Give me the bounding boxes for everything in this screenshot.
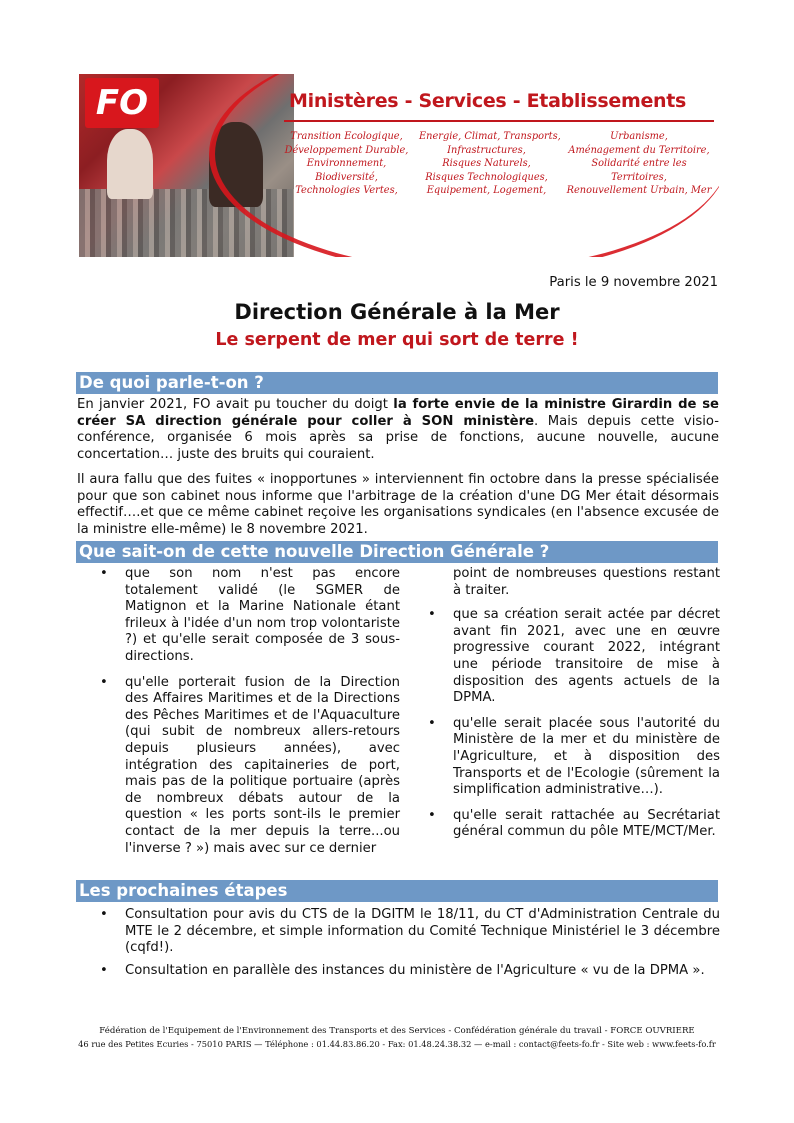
list-item-text: qu'elle porterait fusion de la Direction des Affaires Maritimes et de la Directions des Pêches Maritimes et de l'Aquaculture (qui subit de nombreux allers-retours depuis plusieurs années), avec intégration des capitaineries de port, mais pas de la politique portuaire (après de nombreux débats autour de la question « les ports sont-ils le premier contact de la mer depuis la terre...ou l'inverse ? ») mais avec sur ce dernier (125, 674, 400, 856)
fo-logo: FO (85, 78, 159, 128)
banner-title: Ministères - Services - Etablissements (289, 90, 687, 112)
document-subtitle: Le serpent de mer qui sort de terre ! (215, 330, 579, 350)
bullet-column-right (425, 566, 720, 841)
paragraph-intro (77, 397, 719, 463)
banner-person-image (107, 129, 153, 199)
footer-federation: Fédération de l'Equipement de l'Environnement des Transports et des Services - Confédération générale du travail - FORCE OUVRIERE (99, 1026, 695, 1036)
list-item-text: qu'elle serait placée sous l'autorité du Ministère de la mer et du ministère de l'Agriculture, et à disposition des Transports et de l'Ecologie (sûrement la simplification administrative…). (453, 715, 720, 798)
list-item (425, 716, 720, 799)
list-item (92, 675, 400, 858)
list-item (425, 808, 720, 841)
banner-line: Territoires, (611, 171, 667, 183)
list-item-continuation: point de nombreuses questions restant à traiter. (453, 566, 720, 598)
section-heading-known-facts: Que sait-on de cette nouvelle Direction Générale ? (76, 541, 718, 563)
banner-line: Energie, Climat, Transports, (419, 131, 561, 142)
list-item-text: Consultation pour avis du CTS de la DGITM le 18/11, du CT d'Administration Centrale du MTE le 2 décembre, et simple information du Comité Technique Ministériel le 3 décembre (cqfd!). (125, 907, 720, 956)
banner-column-3 (564, 130, 714, 198)
text-run-bold: la forte envie de la ministre Girardin de se créer SA direction générale pour coller à SON ministère (77, 397, 719, 429)
banner-line: Transition Ecologique, (290, 131, 403, 142)
banner-line: Développement Durable, (284, 144, 409, 156)
banner-divider (284, 120, 714, 122)
bullet-icon: • (428, 607, 436, 623)
bullet-icon: • (428, 715, 436, 731)
bullet-column-left (92, 566, 400, 857)
banner-line: Equipement, Logement, (426, 185, 547, 196)
section-heading-context: De quoi parle-t-on ? (76, 372, 718, 394)
banner-line: Environnement, (306, 158, 387, 169)
document-title: Direction Générale à la Mer (234, 300, 560, 324)
bullet-icon: • (100, 907, 108, 922)
paragraph-leaks: Il aura fallu que des fuites « inopportunes » interviennent fin octobre dans la presse spécialisée pour que son cabinet nous informe que l'arbitrage de la création d'une DG Mer était désormais effectif….et que ce même cabinet reçoive les organisations syndicales (en l'absence excusée de la ministre elle-même) le 8 novembre 2021. (77, 472, 719, 537)
banner-line: Aménagement du Territoire, (568, 144, 710, 156)
banner-column-2 (419, 130, 561, 198)
banner-line: Biodiversité, (315, 171, 378, 183)
list-item-text: que sa création serait actée par décret avant fin 2021, avec une en œuvre progressive courant 2022, intégrant une période transitoire de mise à disposition des agents actuels de la DPMA. (453, 607, 720, 706)
list-item (92, 566, 400, 666)
section-heading-next-steps: Les prochaines étapes (76, 880, 718, 902)
header-banner (79, 74, 719, 257)
next-steps-list (92, 907, 720, 979)
list-item-text: Consultation en parallèle des instances du ministère de l'Agriculture « vu de la DPMA ». (125, 962, 705, 978)
bullet-icon: • (100, 674, 108, 690)
banner-column-1 (284, 130, 409, 198)
text-run: . Mais depuis cette visio-conférence, organisée 6 mois après sa prise de fonctions, aucune nouvelle, aucune concertation… juste des bruits qui couraient. (77, 413, 719, 462)
banner-line: Technologies Vertes, (295, 185, 398, 196)
bullet-icon: • (100, 566, 108, 581)
banner-line: Infrastructures, (447, 144, 526, 156)
list-item-text: qu'elle serait rattachée au Secrétariat général commun du pôle MTE/MCT/Mer. (453, 807, 720, 840)
document-date: Paris le 9 novembre 2021 (549, 275, 718, 290)
banner-photo (79, 74, 294, 257)
bullet-icon: • (428, 807, 436, 823)
bullet-icon: • (100, 962, 108, 978)
banner-line: Renouvellement Urbain, Mer (566, 185, 712, 196)
banner-line: Urbanisme, (610, 131, 668, 142)
banner-person-image (209, 122, 263, 207)
list-item-text: que son nom n'est pas encore totalement validé (le SGMER de Matignon et la Marine Nationale étant frileux à l'idée d'un nom trop volontariste ?) et qu'elle serait composée de 3 sous-directions. (125, 566, 400, 664)
banner-line: Solidarité entre les (591, 158, 687, 169)
footer-contact: 46 rue des Petites Ecuries - 75010 PARIS — Téléphone : 01.44.83.86.20 - Fax: 01.48.24.38.32 — e-mail : contact@feets-fo.fr - Site web : www.feets-fo.fr (78, 1039, 716, 1049)
list-item (425, 607, 720, 707)
banner-line: Risques Technologiques, (425, 171, 548, 183)
list-item (92, 963, 720, 980)
banner-line: Risques Naturels, (442, 158, 531, 169)
text-run: En janvier 2021, FO avait pu toucher du doigt (77, 397, 394, 412)
list-item (92, 907, 720, 957)
